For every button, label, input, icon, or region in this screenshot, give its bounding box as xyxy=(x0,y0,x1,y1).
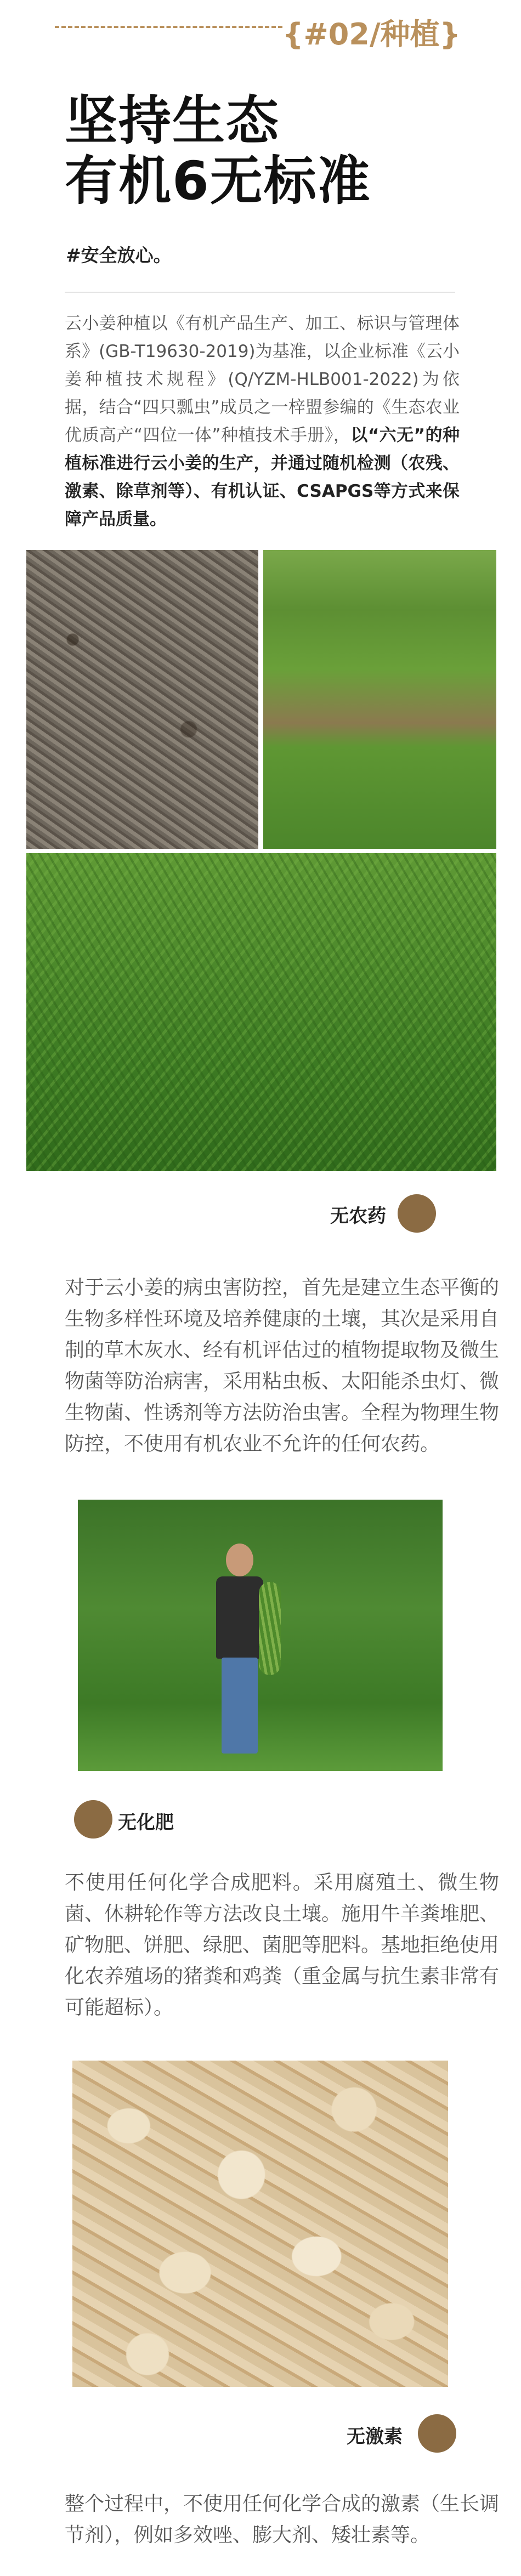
title-line-1: 坚持生态 xyxy=(65,90,280,151)
no-hormone-text: 整个过程中，不使用任何化学合成的激素（生长调节剂），例如多效唑、膨大剂、矮壮素等。 xyxy=(65,2493,500,2546)
farmer-photo xyxy=(78,1500,443,1771)
no-pesticide-text: 对于云小姜的病虫害防控，首先是建立生态平衡的生物多样性环境及培养健康的土壤，其次是采用自制的草木灰水、经有机评估过的植物提取物及微生物菌等防治病害，采用粘虫板、太阳能杀虫灯、微生物菌、性诱剂等方法防治虫害。全程为物理生物防控，不使用有机农业不允许的任何农药。 xyxy=(65,1276,500,1455)
no-pesticide-label: 无农药 xyxy=(330,1205,386,1227)
brown-circle-icon xyxy=(398,1194,436,1233)
farmer-body xyxy=(216,1576,263,1659)
brown-circle-icon xyxy=(418,2414,456,2453)
divider xyxy=(65,292,455,293)
no-fertilizer-label: 无化肥 xyxy=(118,1812,174,1834)
brown-circle-icon xyxy=(74,1800,112,1839)
intro-bold-text: 以“六无”的种植标准进行云小姜的生产，并通过随机检测（农残、激素、除草剂等）、有机认证、CSAPGS等方式来保障产品质量。 xyxy=(65,425,460,529)
hillside-field-photo xyxy=(263,550,496,849)
soil-photo xyxy=(26,550,258,849)
section-tag: {#02/种植} xyxy=(282,17,461,52)
ginger-field-photo xyxy=(26,853,496,1171)
intro-paragraph xyxy=(65,310,460,534)
title-line-2: 有机6无标准 xyxy=(65,150,371,212)
farmer-head xyxy=(226,1544,253,1576)
ginger-plant xyxy=(259,1582,281,1675)
farmer-legs xyxy=(222,1658,258,1754)
intro-text: 云小姜种植以《有机产品生产、加工、标识与管理体系》(GB-T19630-2019)为基准，以企业标准《云小姜种植技术规程》(Q/YZM-HLB001-2022)为依据，结合“四只瓢虫”成员之一梓盟参编的《生态农业优质高产“四位一体”种植技术手册》， xyxy=(65,314,460,445)
sliced-ginger-photo xyxy=(72,2061,448,2387)
no-fertilizer-text: 不使用任何化学合成肥料。采用腐殖土、微生物菌、休耕轮作等方法改良土壤。施用牛羊粪堆肥、矿物肥、饼肥、绿肥、菌肥等肥料。基地拒绝使用化农养殖场的猪粪和鸡粪（重金属与抗生素非常有可能超标）。 xyxy=(65,1871,500,2019)
section-divider xyxy=(55,26,282,28)
subtitle: #安全放心。 xyxy=(66,245,172,266)
page-title xyxy=(65,90,371,211)
no-hormone-label: 无激素 xyxy=(347,2426,403,2448)
